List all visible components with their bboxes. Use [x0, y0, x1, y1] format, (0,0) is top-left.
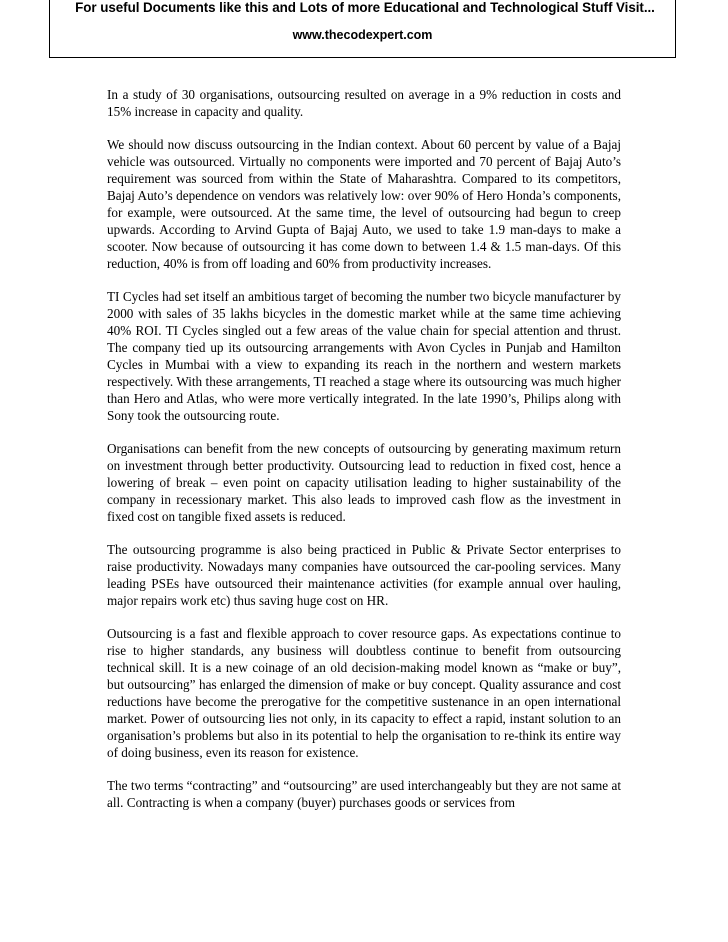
header-banner [49, 0, 676, 58]
paragraph-flexible-approach: Outsourcing is a fast and flexible approach to cover resource gaps. As expectations continue to rise to higher standards, any business will doubtless continue to benefit from outsourcing technical skill. It is a new coinage of an old decision-making model known as “make or buy”, but outsourcing” has enlarged the dimension of make or buy concept. Quality assurance and cost reductions have become the prerogative for the competitive sustenance in an open international market. Power of outsourcing lies not only, in its capacity to effect a rapid, instant solution to an organisation’s problems but also in its potential to help the organisation to re-think its entire way of doing business, even its reason for existence. [107, 626, 621, 760]
document-body [107, 86, 621, 827]
paragraph-indian-context: We should now discuss outsourcing in the Indian context. About 60 percent by value of a Bajaj vehicle was outsourced. Virtually no components were imported and 70 percent of Bajaj Auto’s requirement was sourced from within the State of Maharashtra. Compared to its competitors, Bajaj Auto’s dependence on vendors was relatively low: over 90% of Hero Honda’s components, for example, were outsourced. At the same time, the level of outsourcing had begun to creep upwards. According to Arvind Gupta of Bajaj Auto, we used to take 1.9 man-days to make a scooter. Now because of outsourcing it has come down to between 1.4 & 1.5 man-days. Of this reduction, 40% is from off loading and 60% from productivity increases. [107, 137, 621, 271]
paragraph-benefits: Organisations can benefit from the new concepts of outsourcing by generating maximum return on investment through better productivity. Outsourcing lead to reduction in fixed cost, hence a lowering of break – even point on capacity utilisation leading to higher sustainability of the company in recessionary market. This also leads to improved cash flow as the investment in fixed cost on tangible fixed assets is reduced. [107, 441, 621, 524]
banner-website-link[interactable]: www.thecodexpert.com [292, 28, 433, 42]
paragraph-contracting-vs-outsourcing: The two terms “contracting” and “outsourcing” are used interchangeably but they are not same at all. Contracting is when a company (buyer) purchases goods or services from [107, 778, 621, 810]
paragraph-ti-cycles: TI Cycles had set itself an ambitious target of becoming the number two bicycle manufacturer by 2000 with sales of 35 lakhs bicycles in the domestic market while at the same time achieving 40% ROI. TI Cycles singled out a few areas of the value chain for special attention and thrust. The company tied up its outsourcing arrangements with Avon Cycles in Punjab and Hamilton Cycles in Mumbai with a view to expanding its reach in the northern and western markets respectively. With these arrangements, TI reached a stage where its outsourcing was much higher than Hero and Atlas, who were more vertically integrated. In the late 1990’s, Philips along with Sony took the outsourcing route. [107, 289, 621, 423]
paragraph-study-results: In a study of 30 organisations, outsourcing resulted on average in a 9% reduction in costs and 15% increase in capacity and quality. [107, 87, 621, 119]
paragraph-public-private-sector: The outsourcing programme is also being practiced in Public & Private Sector enterprises to raise productivity. Nowadays many companies have outsourced the car-pooling services. Many leading PSEs have outsourced their maintenance activities (for example annual over hauling, major repairs work etc) thus saving huge cost on HR. [107, 542, 621, 608]
banner-promo-text: For useful Documents like this and Lots of more Educational and Technological Stuff Visit... [75, 0, 655, 15]
